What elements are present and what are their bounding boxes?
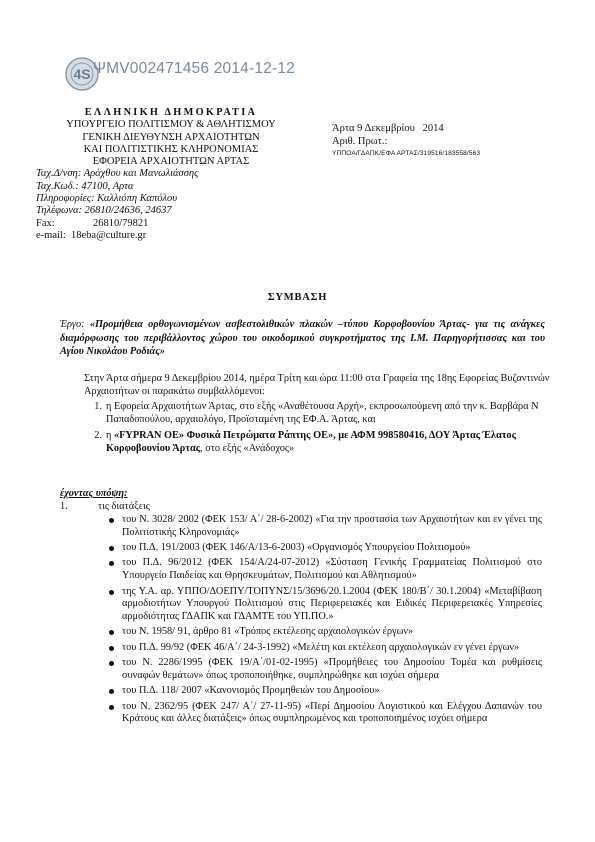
bullet-icon	[109, 561, 114, 566]
provision-text: του Π.Δ. 96/2012 (ΦΕΚ 154/Α/24-07-2012) «Σύσταση Γενικής Γραμματείας Πολιτισμού στο Υπουργείο Παιδείας και Θρησκευμάτων, Πολιτισμού και Αθλητισμού»	[122, 557, 542, 582]
fax-label: Fax:	[36, 217, 55, 229]
considering-heading: έχοντας υπόψη:	[60, 488, 128, 499]
provision-text: του Ν. 3028/ 2002 (ΦΕΚ 153/ Α΄/ 28-6-2002) «Για την προστασία των Αρχαιοτήτων και εν γένει της Πολιτιστικής Κληρονομιάς»	[122, 514, 542, 538]
list-item	[122, 657, 542, 682]
provision-text: του Ν. 2286/1995 (ΦΕΚ 19/Α΄/01-02-1995) «Προμήθειες του Δημοσίου Τομέα και ρυθμίσεις συναφών θεμάτων» όπως τροποποιήθηκε, συμπληρώθηκε και ισχύει σήμερα	[122, 657, 542, 681]
intro-paragraph: Στην Άρτα σήμερα 9 Δεκεμβρίου 2014, ημέρα Τρίτη και ώρα 11:00 στα Γραφεία της 18ης Εφορείας Βυζαντινών Αρχαιοτήτων οι παρακάτω συμβαλλόμενοι:	[84, 373, 550, 397]
provisions-label: τις διατάξεις	[98, 501, 150, 512]
bullet-icon	[109, 518, 114, 523]
party-number: 1.	[94, 401, 102, 412]
fax-value: 26810/79821	[93, 217, 149, 229]
party-item	[84, 430, 554, 455]
provision-text: της Υ.Α. αρ. ΥΠΠΟ/ΔΟΕΠΥ/ΤΟΠΥΝΣ/15/3696/20.1.2004 (ΦΕΚ 180/Β΄/ 30.1.2004) «Μεταβίβαση αρμοδιοτήτων Υπουργού Πολιτισμού στις Περιφερειακές και Ειδικές Περιφερειακές Υπηρεσίες αρμοδιότητας ΓΔΑΠΚ και ΓΔΑΜΤΕ του ΥΠ.ΠΟ.»	[122, 585, 542, 622]
list-item	[122, 557, 542, 582]
party-text: η Εφορεία Αρχαιοτήτων Άρτας, στο εξής «Αναθέτουσα Αρχή», εκπροσωπούμενη από την κ. Βαρβάρα Ν Παπαδοπούλου, αρχαιολόγο, Προϊσταμένη της ΕΦ.Α. Άρτας, και	[106, 401, 539, 425]
provisions-list	[122, 514, 542, 729]
provision-text: του Π.Δ. 118/ 2007 «Κανονισμός Προμηθειών του Δημοσίου»	[122, 685, 380, 697]
list-item	[122, 685, 542, 698]
contact-person: Πληροφορίες: Καλλιόπη Καπόλου	[36, 193, 178, 205]
list-item	[122, 586, 542, 624]
list-item	[122, 642, 542, 655]
ministry-name: ΥΠΟΥΡΓΕΙΟ ΠΟΛΙΤΙΣΜΟΥ & ΑΘΛΗΤΙΣΜΟΥ	[66, 119, 276, 131]
address: Ταχ.Δ/νση: Αράχθου και Μανωλιάσσης	[36, 168, 199, 180]
protocol-label: Αριθ. Πρωτ.:	[332, 135, 388, 147]
document-title: ΣΥΜΒΑΣΗ	[267, 292, 328, 303]
bullet-icon	[109, 590, 114, 595]
provision-text: του Ν. 2362/95 (ΦΕΚ 247/ Α΄/ 27-11-95) «Περί Δημοσίου Λογιστικού και Ελέγχου Δαπανών του Κράτους και άλλες διατάξεις» όπως συμπληρωμένος και τροποποιημένος ισχύει σήμερα	[122, 700, 542, 725]
provision-text: του Ν. 1958/ 91, άρθρο 81 «Τρόπος εκτέλεσης αρχαιολογικών έργων»	[122, 626, 414, 638]
project-text: «Προμήθεια ορθογωνισμένων ασβεστολιθικών πλακών –τύπου Κορφοβουνίου Άρτας- για τις ανάγκες διαμόρφωσης του περιβάλλοντος χώρου του οικοδομικού συγκροτήματος της Ι.Μ. Παρηγορήτισσας και του Αγίου Νικολάου Ροδιάς»	[60, 319, 545, 357]
list-item	[122, 514, 542, 539]
country-name: ΕΛΛΗΝΙΚΗ ΔΗΜΟΚΡΑΤΙΑ	[84, 107, 258, 118]
party-post: , στο εξής «Ανάδοχος»	[200, 443, 295, 455]
bullet-icon	[109, 689, 114, 694]
project-description	[60, 318, 545, 359]
party-number: 2.	[94, 430, 102, 442]
document-date: Άρτα 9 Δεκεμβρίου 2014	[332, 123, 444, 134]
list-item	[122, 626, 542, 639]
directorate-line-2: ΚΑΙ ΠΟΛΙΤΙΣΤΙΚΗΣ ΚΛΗΡΟΝΟΜΙΑΣ	[83, 143, 259, 155]
protocol-number: ΥΠΠΟΑ/ΓΔΑΠΚ/ΕΦΑ ΑΡΤΑΣ/319516/183558/563	[332, 150, 481, 157]
fax-row	[36, 218, 306, 230]
email-value: 18eba@culture.gr	[71, 229, 147, 241]
bullet-icon	[109, 546, 114, 551]
bullet-icon	[109, 646, 114, 651]
party-pre: η	[106, 430, 114, 442]
date-protocol-block	[332, 123, 480, 161]
provisions-heading	[60, 501, 150, 512]
list-item	[122, 701, 542, 726]
bullet-icon	[109, 661, 114, 666]
ephorate-name: ΕΦΟΡΕΙΑ ΑΡΧΑΙΟΤΗΤΩΝ ΑΡΤΑΣ	[92, 156, 250, 168]
party-item	[84, 401, 554, 426]
provisions-number: 1.	[60, 501, 68, 512]
email-label: e-mail:	[36, 229, 66, 241]
phone: Τηλέφωνα: 26810/24636, 24637	[36, 205, 172, 217]
directorate-line-1: ΓΕΝΙΚΗ ΔΙΕΥΘΥΝΣΗ ΑΡΧΑΙΟΤΗΤΩΝ	[82, 131, 260, 143]
contracting-parties	[84, 401, 554, 460]
bullet-icon	[109, 705, 114, 710]
postcode: Ταχ.Κωδ.: 47100, Αρτα	[36, 180, 134, 192]
list-item	[122, 542, 542, 555]
document-id-stamp	[60, 54, 480, 94]
stamp-text: ΨΜV002471456 2014-12-12	[93, 60, 295, 77]
bullet-icon	[109, 630, 114, 635]
contractor-name: «FYPRAN OE» Φυσικά Πετρώματα Ράπτης ΟΕ», με ΑΦΜ 998580416, ΔΟΥ Άρτας Έλατος Κορφοβουνίου Άρτας	[106, 430, 516, 455]
provision-text: του Π.Δ. 191/2003 (ΦΕΚ 146/Α/13-6-2003) «Οργανισμός Υπουργείου Πολιτισμού»	[122, 542, 471, 554]
sender-block	[36, 107, 306, 242]
email-row	[36, 230, 306, 242]
provision-text: του Π.Δ. 99/92 (ΦΕΚ 46/Α΄/ 24-3-1992) «Μελέτη και εκτέλεση αρχαιολογικών εν γένει έργων»	[122, 641, 520, 653]
project-lead: Έργο:	[60, 319, 90, 330]
stamp-badge-text: 4S	[73, 66, 91, 82]
